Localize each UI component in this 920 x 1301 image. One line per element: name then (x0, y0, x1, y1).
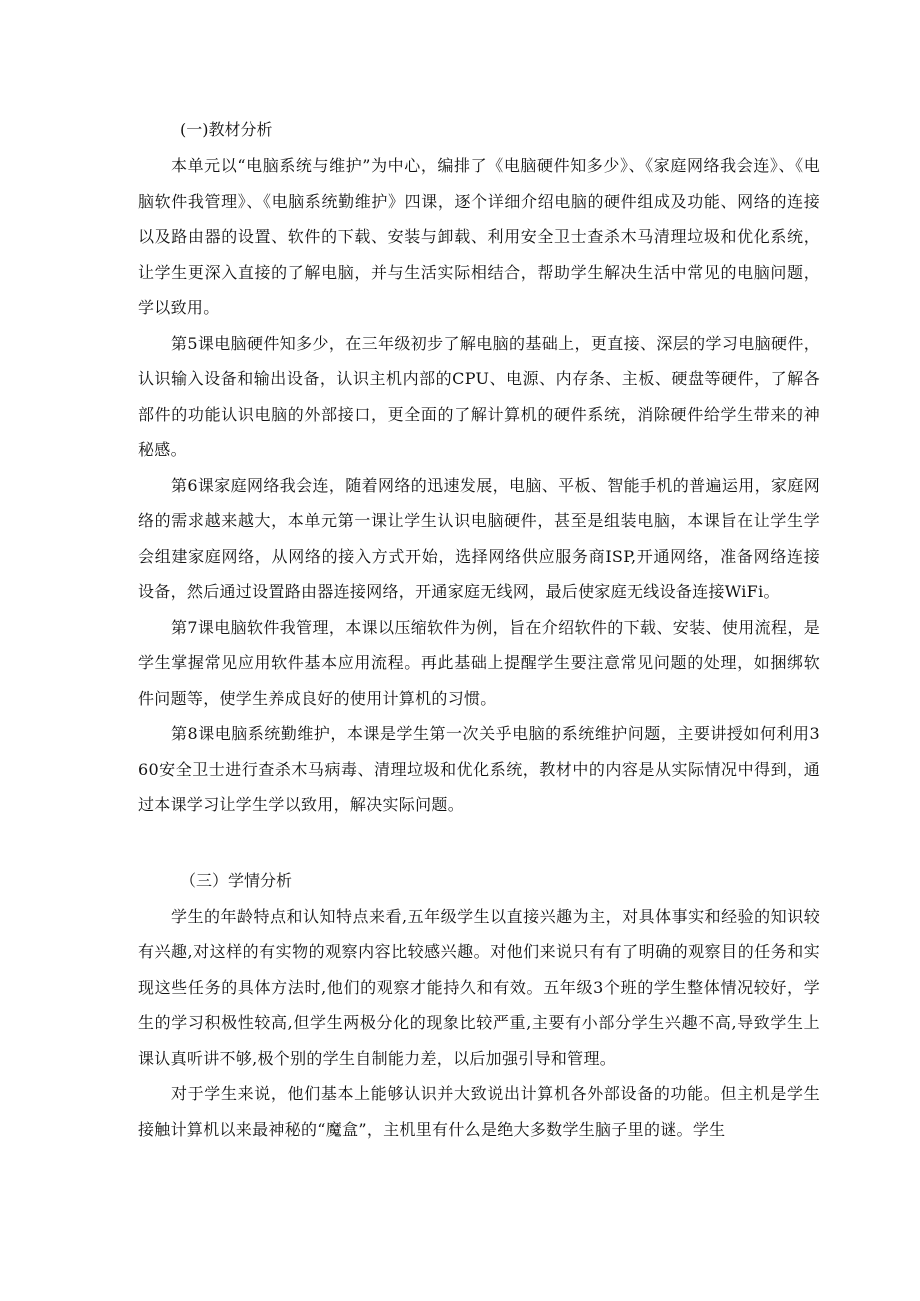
document-body (138, 112, 820, 1147)
section-heading-student-analysis: （三）学情分析 (180, 870, 293, 890)
paragraph-student-characteristics: 学生的年龄特点和认知特点来看,五年级学生以直接兴趣为主，对具体事实和经验的知识较有兴趣,对这样的有实物的观察内容比较感兴趣。对他们来说只有有了明确的观察目的任务和实现这些任务的具体方法时,他们的观察才能持久和有效。五年级3个班的学生整体情况较好，学生的学习积极性较高,但学生两极分化的现象比较严重,主要有小部分学生兴趣不高,导致学生上课认真听讲不够,极个别的学生自制能力差，以后加强引导和管理。 (138, 906, 820, 1068)
section-heading-textbook-analysis: (一)教材分析 (180, 120, 273, 139)
paragraph-lesson-7: 第7课电脑软件我管理，本课以压缩软件为例，旨在介绍软件的下载、安装、使用流程，是学生掌握常见应用软件基本应用流程。再此基础上提醒学生要注意常见问题的处理，如捆绑软件问题等，使学生养成良好的使用计算机的习惯。 (138, 617, 820, 708)
paragraph-unit-overview: 本单元以“电脑系统与维护”为中心，编排了《电脑硬件知多少》、《家庭网络我会连》、《电脑软件我管理》、《电脑系统勤维护》四课，逐个详细介绍电脑的硬件组成及功能、网络的连接以及路由器的设置、软件的下载、安装与卸载、利用安全卫士查杀木马清理垃圾和优化系统，让学生更深入直接的了解电脑，并与生活实际相结合，帮助学生解决生活中常见的电脑问题，学以致用。 (138, 156, 820, 317)
section-spacer (138, 823, 820, 863)
paragraph-student-knowledge: 对于学生来说，他们基本上能够认识并大致说出计算机各外部设备的功能。但主机是学生接触计算机以来最神秘的“魔盒”，主机里有什么是绝大多数学生脑子里的谜。学生 (138, 1084, 820, 1139)
paragraph-lesson-8: 第8课电脑系统勤维护，本课是学生第一次关乎电脑的系统维护问题，主要讲授如何利用360安全卫士进行查杀木马病毒、清理垃圾和优化系统，教材中的内容是从实际情况中得到，通过本课学习让学生学以致用，解决实际问题。 (138, 724, 820, 814)
paragraph-lesson-6: 第6课家庭网络我会连，随着网络的迅速发展，电脑、平板、智能手机的普遍运用，家庭网络的需求越来越大，本单元第一课让学生认识电脑硬件，甚至是组装电脑，本课旨在让学生学会组建家庭网络，从网络的接入方式开始，选择网络供应服务商ISP,开通网络，准备网络连接设备，然后通过设置路由器连接网络，开通家庭无线网，最后使家庭无线设备连接WiFi。 (138, 475, 820, 601)
paragraph-lesson-5: 第5课电脑硬件知多少，在三年级初步了解电脑的基础上，更直接、深层的学习电脑硬件，认识输入设备和输出设备，认识主机内部的CPU、电源、内存条、主板、硬盘等硬件，了解各部件的功能认识电脑的外部接口，更全面的了解计算机的硬件系统，消除硬件给学生带来的神秘感。 (138, 333, 820, 459)
